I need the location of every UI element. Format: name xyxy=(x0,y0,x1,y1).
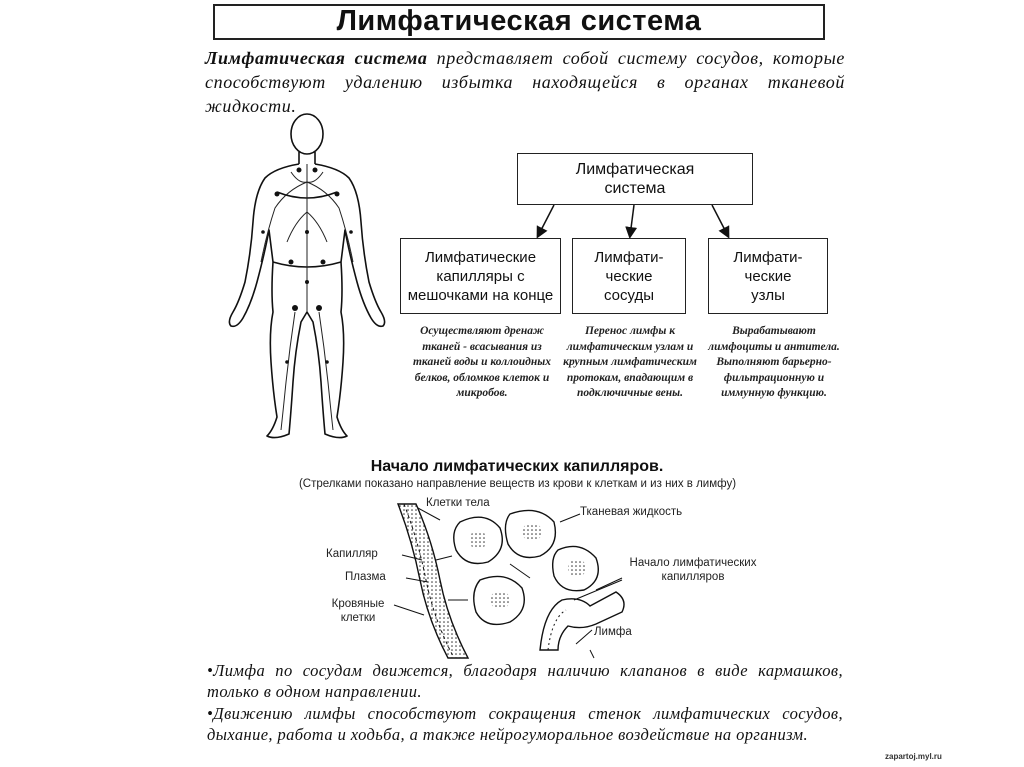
desc-nodes: Вырабатывают лимфоциты и антитела. Выполняют барьерно- фильтрационную и иммунную функцию. xyxy=(708,325,840,399)
bullet-item: •Лимфа по сосудам движется, благодаря наличию клапанов в виде кармашков, только в одном направлении. xyxy=(207,661,843,701)
label-blood-cells: Кровяные клетки xyxy=(331,598,385,624)
label-plasma: Плазма xyxy=(345,571,386,583)
branch-label-vessels: Лимфати- ческие сосуды xyxy=(594,248,664,304)
root-box-label: Лимфатическая система xyxy=(575,161,695,197)
bullet-item: •Движению лимфы способствуют сокращения стенок лимфатических сосудов, дыхание, работа и ходьба, а также нейрогуморальное воздействие на организм. xyxy=(207,704,843,744)
label-body-cells: Клетки тела xyxy=(426,497,490,509)
page-title: Лимфатическая система xyxy=(213,4,825,40)
bullet-list xyxy=(207,660,843,746)
label-lymph-start: Начало лимфатических капилляров xyxy=(629,557,757,583)
branch-label-nodes: Лимфати- ческие узлы xyxy=(733,248,803,304)
label-capillary: Капилляр xyxy=(326,548,378,560)
intro-text: представляет собой систему сосудов, которые способствуют удалению избытка находящейся в органах тканевой жидкости. xyxy=(205,48,846,116)
desc-vessels: Перенос лимфы к лимфатическим узлам и крупным лимфатическим протокам, впадающим в подключичные вены. xyxy=(563,325,697,399)
label-tissue-fluid: Тканевая жидкость xyxy=(580,506,683,518)
branch-label-capillaries: Лимфатические капилляры с мешочками на конце xyxy=(407,248,554,304)
desc-capillaries: Осуществляют дренаж тканей - всасывания из тканей воды и коллоидных белков, обломков клеток и микробов. xyxy=(412,325,552,399)
capillaries-title: Начало лимфатических капилляров. xyxy=(370,458,664,475)
watermark: zapartoj.myl.ru xyxy=(885,752,942,761)
intro-term: Лимфатическая система xyxy=(205,48,428,68)
capillaries-note: (Стрелками показано направление веществ из крови к клеткам и из них в лимфу) xyxy=(298,478,737,490)
label-lymph: Лимфа xyxy=(594,626,632,638)
